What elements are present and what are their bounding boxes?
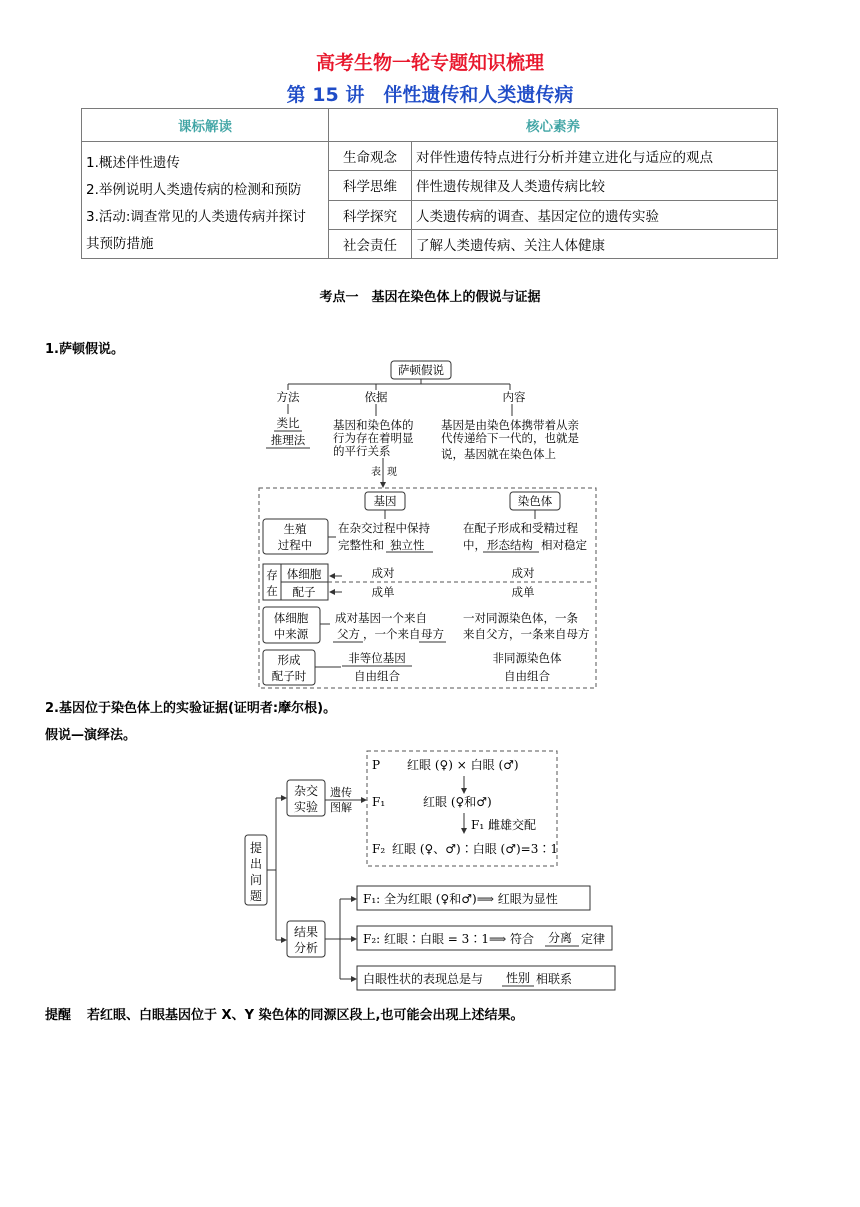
competency-content: 对伴性遗传特点进行分析并建立进化与适应的观点 bbox=[412, 142, 778, 171]
gene-single: 成单 bbox=[371, 585, 395, 599]
row4-gene: 自由组合 bbox=[354, 669, 400, 683]
competency-category: 科学思维 bbox=[329, 171, 412, 200]
lecture-title: 第 15 讲 伴性遗传和人类遗传病 bbox=[286, 84, 574, 106]
chrom-single: 成单 bbox=[511, 585, 535, 599]
basis-text: 行为存在着明显 bbox=[333, 431, 414, 445]
row1-label: 生殖 bbox=[283, 522, 307, 536]
f1-mate: F₁ 雌雄交配 bbox=[471, 818, 536, 832]
cross-label: 杂交 bbox=[293, 784, 319, 798]
content-text: 基因是由染色体携带着从亲 bbox=[441, 418, 579, 432]
gamete-label: 配子 bbox=[292, 585, 316, 599]
tip-label: 提醒 bbox=[45, 1008, 72, 1023]
content-text: 说，基因就在染色体上 bbox=[441, 447, 556, 461]
result3-fill: 性别 bbox=[506, 971, 531, 985]
p-label: P bbox=[372, 758, 381, 772]
chrom-paired: 成对 bbox=[511, 566, 535, 580]
row1-chrom: 相对稳定 bbox=[541, 538, 587, 552]
tip-text: 若红眼、白眼基因位于 X、Y 染色体的同源区段上,也可能会出现上述结果。 bbox=[87, 1008, 524, 1023]
row4-chrom: 自由组合 bbox=[504, 669, 550, 683]
somatic-label: 体细胞 bbox=[286, 567, 322, 581]
row1-chrom-fill: 形态结构 bbox=[487, 538, 533, 552]
gene-header: 基因 bbox=[373, 494, 397, 508]
result2: 定律 bbox=[581, 932, 606, 946]
diagram-label: 遗传 bbox=[330, 786, 352, 799]
section-title: 考点一 基因在染色体上的假说与证据 bbox=[319, 290, 541, 305]
f2-value: 红眼 (♀、♂)∶白眼 (♂)=3∶1 bbox=[392, 842, 558, 856]
item-heading: 2.基因位于染色体上的实验证据(证明者:摩尔根)。 bbox=[45, 701, 337, 716]
result1: F₁: 全为红眼 (♀和♂)⟹ 红眼为显性 bbox=[363, 892, 558, 906]
competency-category: 科学探究 bbox=[329, 200, 412, 229]
row1-gene: 在杂交过程中保持 bbox=[338, 521, 430, 535]
f1-value: 红眼 (♀和♂) bbox=[423, 795, 492, 809]
standards-table bbox=[81, 108, 778, 259]
sutton-diagram bbox=[255, 356, 600, 692]
result2: F₂: 红眼∶白眼 = 3∶1⟹ 符合 bbox=[363, 932, 534, 946]
row3-gene-fill: 父方 bbox=[337, 627, 360, 641]
result3: 白眼性状的表现总是与 bbox=[363, 972, 484, 986]
chrom-header: 染色体 bbox=[517, 494, 553, 508]
header-competency: 核心素养 bbox=[329, 109, 778, 142]
cross-label: 实验 bbox=[293, 800, 319, 814]
root-label: 提 bbox=[249, 841, 263, 855]
document-title: 高考生物一轮专题知识梳理 bbox=[315, 52, 544, 74]
diagram-label: 图解 bbox=[330, 801, 352, 814]
morgan-diagram bbox=[240, 748, 620, 996]
tip-note bbox=[45, 1004, 523, 1023]
result3: 相联系 bbox=[536, 972, 573, 986]
arrow-label: 表 bbox=[371, 467, 381, 478]
basis-text: 的平行关系 bbox=[333, 444, 391, 458]
row3-chrom: 来自父方，一条来自母方 bbox=[463, 627, 590, 641]
item-heading: 1.萨顿假说。 bbox=[45, 342, 124, 357]
f1-label: F₁ bbox=[372, 795, 386, 809]
row3-gene: ，一个来自 bbox=[363, 627, 421, 641]
exist-label: 存 bbox=[266, 568, 278, 582]
row3-gene: 成对基因一个来自 bbox=[335, 611, 427, 625]
row4-gene-fill: 非等位基因 bbox=[348, 651, 406, 665]
standard-item: 3.活动:调查常见的人类遗传病并探讨 bbox=[86, 209, 306, 225]
row1-chrom: 在配子形成和受精过程 bbox=[463, 521, 578, 535]
competency-content: 了解人类遗传病、关注人体健康 bbox=[412, 229, 778, 258]
p-cross: 红眼 (♀) × 白眼 (♂) bbox=[407, 758, 519, 772]
method-line: 假说—演绎法。 bbox=[45, 728, 137, 743]
competency-category: 社会责任 bbox=[329, 229, 412, 258]
standards-list bbox=[82, 142, 329, 259]
arrow-label: 现 bbox=[387, 467, 397, 478]
content-text: 代传递给下一代的，也就是 bbox=[441, 431, 579, 445]
method-value: 推理法 bbox=[270, 433, 306, 447]
root-label: 萨顿假说 bbox=[398, 363, 444, 377]
row4-label: 配子时 bbox=[271, 669, 307, 683]
row1-chrom: 中， bbox=[463, 538, 486, 552]
method-value: 类比 bbox=[276, 416, 300, 430]
standard-item: 1.概述伴性遗传 bbox=[86, 155, 180, 171]
row3-gene-fill: 母方 bbox=[421, 627, 444, 641]
row4-label: 形成 bbox=[277, 653, 301, 667]
gene-paired: 成对 bbox=[371, 566, 395, 580]
branch-basis: 依据 bbox=[364, 390, 388, 404]
root-label: 题 bbox=[249, 889, 263, 903]
exist-label: 在 bbox=[266, 584, 278, 598]
competency-category: 生命观念 bbox=[329, 142, 412, 171]
f2-label: F₂ bbox=[372, 842, 386, 856]
result-label: 结果 bbox=[293, 925, 319, 939]
row1-label: 过程中 bbox=[277, 538, 313, 552]
root-label: 问 bbox=[249, 873, 263, 887]
header-standards: 课标解读 bbox=[82, 109, 329, 142]
competency-content: 伴性遗传规律及人类遗传病比较 bbox=[412, 171, 778, 200]
basis-text: 基因和染色体的 bbox=[333, 418, 414, 432]
branch-content: 内容 bbox=[502, 390, 526, 404]
row3-label: 中来源 bbox=[273, 627, 309, 641]
row4-chrom: 非同源染色体 bbox=[492, 651, 562, 665]
row3-label: 体细胞 bbox=[273, 611, 309, 625]
branch-method: 方法 bbox=[276, 390, 300, 404]
result-label: 分析 bbox=[293, 941, 319, 955]
row1-gene-fill: 独立性 bbox=[390, 538, 425, 552]
row3-chrom: 一对同源染色体，一条 bbox=[463, 611, 578, 625]
standard-item: 其预防措施 bbox=[86, 236, 154, 252]
result2-fill: 分离 bbox=[548, 931, 573, 945]
competency-content: 人类遗传病的调查、基因定位的遗传实验 bbox=[412, 200, 778, 229]
root-label: 出 bbox=[249, 857, 263, 871]
standard-item: 2.举例说明人类遗传病的检测和预防 bbox=[86, 182, 302, 198]
row1-gene: 完整性和 bbox=[338, 538, 384, 552]
